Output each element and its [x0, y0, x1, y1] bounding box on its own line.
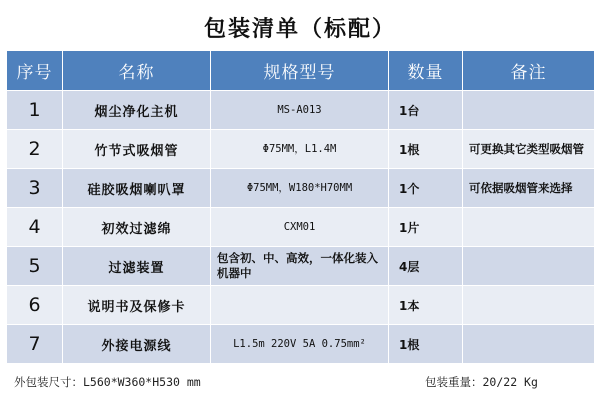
- cell-spec: CXM01: [211, 208, 389, 247]
- cell-spec: 包含初、中、高效，一体化装入机器中: [211, 247, 389, 286]
- header-remark: 备注: [463, 51, 595, 91]
- header-name: 名称: [63, 51, 211, 91]
- table-row: [7, 169, 595, 208]
- table-row: [7, 91, 595, 130]
- table-row: [7, 130, 595, 169]
- cell-remark: 可依据吸烟管来选择: [463, 169, 595, 208]
- cell-no: 4: [7, 208, 63, 247]
- packing-list-table: [6, 50, 595, 364]
- cell-name: 说明书及保修卡: [63, 286, 211, 325]
- cell-qty: 1本: [389, 286, 463, 325]
- cell-name: 竹节式吸烟管: [63, 130, 211, 169]
- cell-no: 7: [7, 325, 63, 364]
- cell-remark: [463, 325, 595, 364]
- cell-name: 烟尘净化主机: [63, 91, 211, 130]
- cell-remark: 可更换其它类型吸烟管: [463, 130, 595, 169]
- cell-spec: L1.5m 220V 5A 0.75mm²: [211, 325, 389, 364]
- cell-no: 5: [7, 247, 63, 286]
- package-weight: 包装重量：20/22 Kg: [425, 375, 538, 389]
- cell-name: 外接电源线: [63, 325, 211, 364]
- cell-remark: [463, 286, 595, 325]
- cell-spec: Φ75MM，W180*H70MM: [211, 169, 389, 208]
- cell-qty: 1台: [389, 91, 463, 130]
- cell-no: 1: [7, 91, 63, 130]
- header-qty: 数量: [389, 51, 463, 91]
- table-row: [7, 208, 595, 247]
- package-size: 外包装尺寸：L560*W360*H530 mm: [14, 375, 201, 389]
- table-row: [7, 325, 595, 364]
- cell-name: 初效过滤绵: [63, 208, 211, 247]
- header-row: [7, 51, 595, 91]
- header-no: 序号: [7, 51, 63, 91]
- table-row: [7, 247, 595, 286]
- cell-qty: 1个: [389, 169, 463, 208]
- cell-name: 硅胶吸烟喇叭罩: [63, 169, 211, 208]
- cell-spec: MS-A013: [211, 91, 389, 130]
- cell-remark: [463, 91, 595, 130]
- cell-spec: Φ75MM，L1.4M: [211, 130, 389, 169]
- cell-qty: 1根: [389, 325, 463, 364]
- page-title: 包装清单（标配）: [203, 17, 396, 42]
- cell-remark: [463, 247, 595, 286]
- cell-qty: 1根: [389, 130, 463, 169]
- table-row: [7, 286, 595, 325]
- cell-qty: 1片: [389, 208, 463, 247]
- cell-spec: [211, 286, 389, 325]
- cell-qty: 4层: [389, 247, 463, 286]
- header-spec: 规格型号: [211, 51, 389, 91]
- cell-no: 2: [7, 130, 63, 169]
- cell-remark: [463, 208, 595, 247]
- cell-name: 过滤装置: [63, 247, 211, 286]
- cell-no: 6: [7, 286, 63, 325]
- cell-no: 3: [7, 169, 63, 208]
